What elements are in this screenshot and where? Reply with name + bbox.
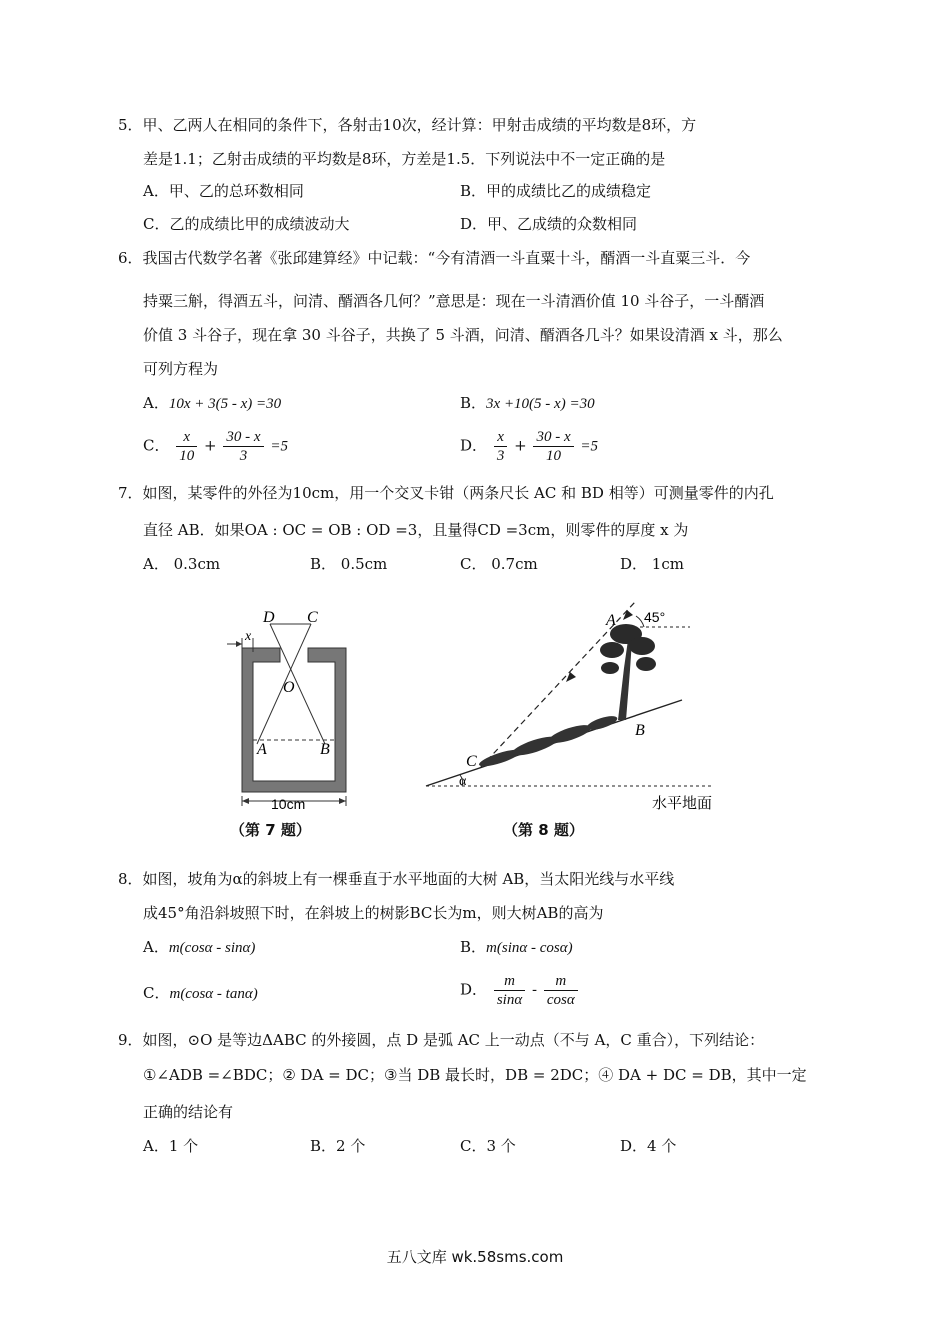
q8-option-c-expr: m(cosα - tanα) [169, 986, 258, 1002]
label-a: A [606, 612, 616, 629]
part-wall [242, 648, 346, 792]
q9-option-d: D．4 个 [620, 1137, 677, 1155]
q5-stem-line1: 5．甲、乙两人在相同的条件下，各射击10次，经计算：甲射击成绩的平均数是8环，方 [118, 116, 697, 134]
q7-option-d: D． 1cm [620, 555, 684, 573]
figure-7-caption: （第 7 题） [230, 821, 311, 839]
label-b: B [635, 722, 645, 739]
label-o: O [283, 679, 295, 696]
label-c: C [307, 609, 318, 626]
q9-option-a: A．1 个 [143, 1137, 199, 1155]
width-label: 10cm [271, 796, 306, 810]
q6-stem-line4: 可列方程为 [143, 360, 219, 378]
q6-option-b-equation: 3x +10(5 - x) =30 [486, 396, 595, 412]
q8-option-c-label: C． [143, 984, 170, 1002]
q7-stem-line2: 直径 AB．如果OA : OC = OB : OD =3，且量得CD =3cm，则零件的厚度 x 为 [143, 521, 689, 539]
q6-option-a-label: A． [143, 394, 169, 412]
tree-shadow [478, 713, 619, 769]
q5-option-c: C．乙的成绩比甲的成绩波动大 [143, 215, 350, 233]
q7-stem-line1: 7．如图，某零件的外径为10cm，用一个交叉卡钳（两条尺长 AC 和 BD 相等）可测量零件的内孔 [118, 484, 774, 502]
caliper-arm-db [270, 624, 325, 744]
q5-option-b: B．甲的成绩比乙的成绩稳定 [460, 182, 652, 200]
label-a: A [257, 741, 267, 758]
q6-option-c-fraction1: $\frac{x}{10}$ [176, 428, 197, 465]
q8-option-a [143, 936, 255, 959]
q6-option-d [460, 428, 598, 465]
q8-option-d-fraction1: $\frac{m}{\sin\alpha}$ [494, 972, 525, 1009]
label-x: x [245, 629, 252, 644]
equals-five: =5 [580, 438, 599, 455]
q8-option-d-fraction2: $\frac{m}{\cos\alpha}$ [544, 972, 578, 1009]
q6-option-d-label: D． [460, 436, 488, 455]
q9-option-c: C．3 个 [460, 1137, 516, 1155]
q6-option-a [143, 392, 281, 415]
figure-8-tree-slope [420, 598, 740, 818]
q6-option-a-equation: 10x + 3(5 - x) =30 [168, 396, 282, 412]
q8-option-a-expr: m(cosα - sinα) [168, 940, 256, 956]
q5-stem-line2: 差是1.1；乙射击成绩的平均数是8环，方差是1.5．下列说法中不一定正确的是 [143, 150, 666, 168]
q6-option-c [143, 428, 288, 465]
label-d: D [263, 609, 275, 626]
q6-stem-line1: 6．我国古代数学名著《张邱建算经》中记载：“今有清酒一斗直粟十斗，醑酒一斗直粟三斗．今 [118, 249, 751, 267]
q9-stem-line3: 正确的结论有 [143, 1103, 234, 1121]
ground-label: 水平地面 [652, 794, 713, 812]
plus-sign: + [514, 436, 527, 455]
q8-option-b-label: B． [460, 938, 487, 956]
q8-stem-line2: 成45°角沿斜坡照下时，在斜坡上的树影BC长为m，则大树AB的高为 [143, 904, 604, 922]
plus-sign: + [204, 436, 217, 455]
q5-option-a: A．甲、乙的总环数相同 [143, 182, 304, 200]
q9-stem-line1: 9．如图，⊙O 是等边ΔABC 的外接圆，点 D 是弧 AC 上一动点（不与 A，C 重合），下列结论： [118, 1031, 765, 1049]
q7-option-a: A． 0.3cm [143, 555, 221, 573]
q6-option-d-fraction2: $\frac{30 - x}{10}$ [533, 428, 573, 465]
q6-option-c-label: C． [143, 436, 170, 455]
q8-option-c [143, 982, 258, 1005]
q6-option-d-fraction1: $\frac{x}{3}$ [494, 428, 508, 465]
figure-8-caption: （第 8 题） [503, 821, 584, 839]
q9-stem-line2: ①∠ADB =∠BDC；② DA = DC；③当 DB 最长时，DB = 2DC；④ DA + DC = DB，其中一定 [143, 1066, 807, 1084]
q6-stem-line3: 价值 3 斗谷子，现在拿 30 斗谷子，共换了 5 斗酒，问清、醑酒各几斗？如果设清酒 x 斗，那么 [143, 326, 783, 344]
q8-option-d [460, 972, 580, 1009]
q8-option-b [460, 936, 573, 959]
figure-7-caliper [225, 600, 375, 810]
label-c: C [466, 753, 477, 770]
q7-option-c: C． 0.7cm [460, 555, 538, 573]
page-footer-watermark: 五八文库 wk.58sms.com [386, 1248, 564, 1266]
q5-option-d: D．甲、乙成绩的众数相同 [460, 215, 638, 233]
angle-45-label: 45° [644, 609, 666, 625]
q6-option-b-label: B． [460, 394, 487, 412]
q6-option-c-fraction2: $\frac{30 - x}{3}$ [223, 428, 263, 465]
q6-option-b [460, 392, 595, 415]
q8-option-b-expr: m(sinα - cosα) [486, 940, 573, 956]
q8-option-d-label: D． [460, 980, 488, 999]
q8-option-a-label: A． [143, 938, 169, 956]
q9-option-b: B．2 个 [310, 1137, 366, 1155]
q6-stem-line2: 持粟三斛，得酒五斗，问清、醑酒各几何？”意思是：现在一斗清酒价值 10 斗谷子，一斗醑酒 [143, 292, 765, 310]
q7-option-b: B． 0.5cm [310, 555, 388, 573]
equals-five: =5 [270, 438, 288, 455]
minus-sign: - [531, 980, 538, 999]
q8-stem-line1: 8．如图，坡角为α的斜坡上有一棵垂直于水平地面的大树 AB，当太阳光线与水平线 [118, 870, 675, 888]
alpha-label: α [459, 774, 467, 789]
label-b: B [320, 741, 330, 758]
